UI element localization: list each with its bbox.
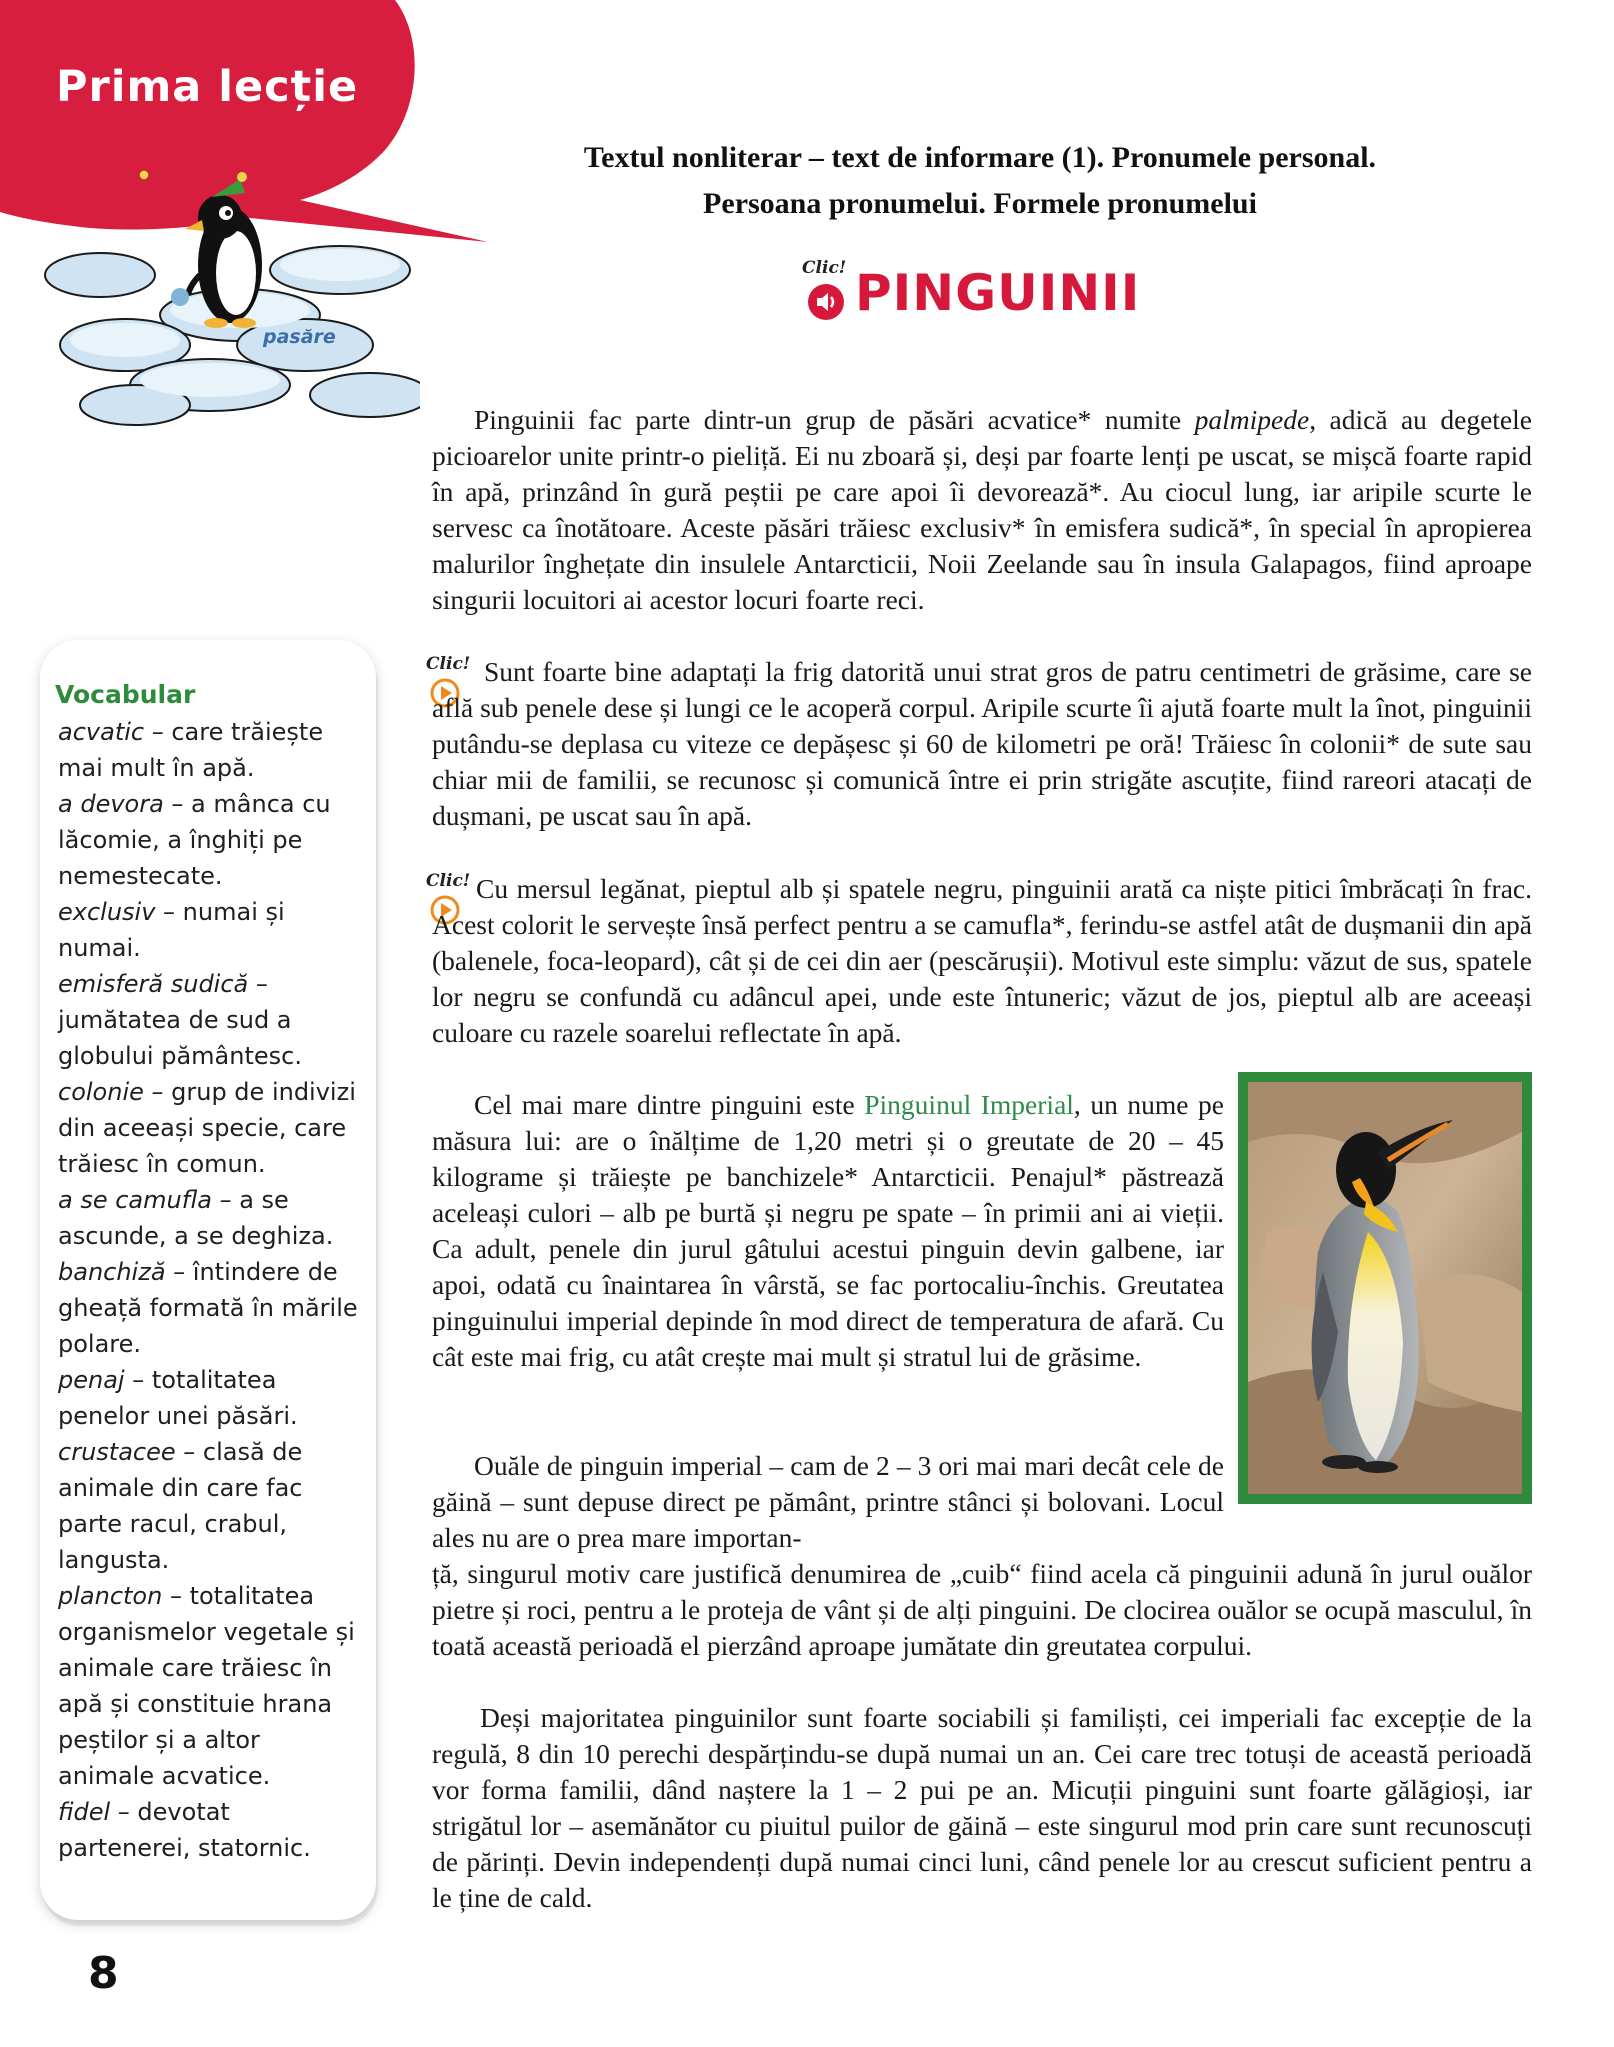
vocabulary-term: colonie xyxy=(58,1078,144,1106)
vocabulary-definition: – totalitatea organismelor vegetale și animale care trăiesc în apă și constituie hrana peștilor și a altor animale acvatice. xyxy=(58,1582,355,1790)
pasare-label: pasăre xyxy=(263,326,336,348)
p4-highlight-term: Pinguinul Imperial xyxy=(864,1089,1074,1120)
vocabulary-entry xyxy=(58,1362,358,1434)
vocabulary-term: penaj xyxy=(58,1366,125,1394)
vocabulary-definition: – totalitatea penelor unei păsări. xyxy=(58,1366,298,1430)
clic-label: Clic! xyxy=(802,258,847,278)
vocabulary-term: emisferă sudică xyxy=(58,970,249,998)
vocabulary-entry xyxy=(58,714,358,786)
vocabulary-term: a devora xyxy=(58,790,164,818)
vocabulary-entry xyxy=(58,1794,358,1866)
vocabulary-entry xyxy=(58,786,358,894)
page-number: 8 xyxy=(88,1948,119,1999)
paragraph-6: Deși majoritatea pinguinilor sunt foarte sociabili și familiști, cei imperiali fac excepție de la regulă, 8 din 10 perechi despărțindu-se după numai un an. Cei care trec totuși de această perioadă vor forma familii, dând naștere la 1 – 2 pui pe an. Micuții pinguini sunt foarte gălăgioși, iar strigătul lor – asemănător cu piuitul puilor de găină – este singurul mod prin care sunt recunoscuți de părinți. Devin independenți după numai cinci luni, când penele lor au crescut suficient pentru a le ține de cald. xyxy=(432,1702,1532,1913)
vocabulary-definition: – grup de indivizi din aceeași specie, care trăiesc în comun. xyxy=(58,1078,356,1178)
p4-text-b: , un nume pe măsura lui: are o înălțime de 1,20 metri și o greutate de 20 – 45 kilograme și trăiește pe banchizele* Antarcticii. Penajul* păstrează aceleași culori – alb pe burtă și negru pe spate – în primii ani ai vieții. Ca adult, penele din jurul gâtului acestui pinguin devin galbene, iar apoi, odată cu înaintarea în vârstă, se fac portocaliu-închis. Greutatea pinguinului imperial depinde în mod direct de temperatura de afară. Cu cât este mai frig, cu atât crește mai mult și stratul lui de grăsime. xyxy=(432,1089,1224,1372)
heading-line-1: Textul nonliterar – text de informare (1). Pronumele personal. xyxy=(583,141,1377,174)
penguin-image xyxy=(1248,1082,1522,1494)
vocabulary-entry xyxy=(58,1578,358,1794)
vocabulary-term: crustacee xyxy=(58,1438,176,1466)
vocabulary-title: Vocabular xyxy=(55,680,196,709)
lesson-heading xyxy=(430,135,1530,227)
vocabulary-term: a se camufla xyxy=(58,1186,212,1214)
paragraph-3: Cu mersul legănat, pieptul alb și spatele negru, pinguinii arată ca niște pitici îmbrăcați în frac. Acest colorit le servește însă perfect pentru a se camufla*, ferindu-se astfel atât de dușmanii din apă (balenele, foca-leopard), cât și de cei din aer (pescărușii). Motivul este simplu: văzut de sus, spatele lor negru se confundă cu adâncul apei, unde este întuneric; văzut de jos, pieptul alb are aceeași culoare cu razele soarelui reflectate în apă. xyxy=(432,873,1532,1048)
heading-line-2: Persoana pronumelui. Formele pronumelui xyxy=(703,187,1257,220)
emperor-penguin-photo xyxy=(1238,1072,1532,1504)
paragraph-2: Sunt foarte bine adaptați la frig datorită unui strat gros de patru centimetri de grăsime, care se află sub penele dese și lungi ce le acoperă corpul. Aripile scurte îi ajută foarte mult la înot, pinguinii putându-se deplasa cu viteze ce depășesc și 60 de kilometri pe oră! Trăiesc în colonii* de sute sau chiar mii de familii, se recunosc și comunică între ei prin strigăte ascuțite, fiind rareori atacați de dușmani, pe uscat sau în apă. xyxy=(432,656,1532,831)
vocabulary-entry xyxy=(58,894,358,966)
vocabulary-definition: – numai și numai. xyxy=(58,898,285,962)
vocabulary-definition: – clasă de animale din care fac parte racul, crabul, langusta. xyxy=(58,1438,303,1574)
vocabulary-entry xyxy=(58,1254,358,1362)
vocabulary-term: exclusiv xyxy=(58,898,156,926)
vocabulary-definition: – a se ascunde, a se deghiza. xyxy=(58,1186,334,1250)
article-title: PINGUINII xyxy=(855,264,1141,322)
vocabulary-definition: – a mânca cu lăcomie, a înghiți pe nemestecate. xyxy=(58,790,331,890)
p1-italic-term: palmipede xyxy=(1194,404,1310,435)
vocabulary-entry xyxy=(58,1074,358,1182)
paragraph-5-part-1: Ouăle de pinguin imperial – cam de 2 – 3 ori mai mari decât cele de găină – sunt depuse direct pe pământ, printre stânci și bolovani. Locul ales nu are o prea mare importan- xyxy=(432,1450,1224,1553)
vocabulary-entry xyxy=(58,1182,358,1254)
vocabulary-definition: – devotat partenerei, statornic. xyxy=(58,1798,311,1862)
clic-label-p2: Clic! xyxy=(426,654,471,674)
vocabulary-term: banchiză xyxy=(58,1258,166,1286)
vocabulary-term: fidel xyxy=(58,1798,111,1826)
audio-play-icon[interactable] xyxy=(806,282,846,322)
paragraph-1 xyxy=(432,402,1532,618)
p4-text-a: Cel mai mare dintre pinguini este xyxy=(474,1089,865,1120)
vocabulary-list xyxy=(58,714,358,1866)
vocabulary-entry xyxy=(58,966,358,1074)
lesson-label: Prima lecție xyxy=(56,62,359,112)
penguin-ice-illustration xyxy=(40,165,420,435)
vocabulary-entry xyxy=(58,1434,358,1578)
paragraph-4 xyxy=(432,1087,1224,1375)
vocabulary-definition: – întindere de gheață formată în mările polare. xyxy=(58,1258,358,1358)
p1-text-a: Pinguinii fac parte dintr-un grup de păsări acvatice* numite xyxy=(474,404,1195,435)
vocabulary-term: acvatic xyxy=(58,718,145,746)
vocabulary-definition: – jumătatea de sud a globului pământesc. xyxy=(58,970,302,1070)
paragraph-5-part-2: ță, singurul motiv care justifică denumirea de „cuib“ fiind acela că pinguinii adună în jurul ouălor pietre și roci, pentru a le proteja de vânt și de alți pinguini. De clocirea ouălor se ocupă masculul, în toată această perioadă el pierzând aproape jumătate din greutatea corpului. xyxy=(432,1558,1532,1661)
clic-label-p3: Clic! xyxy=(426,871,471,891)
p1-text-b: , adică au degetele picioarelor unite printr-o pieliță. Ei nu zboară și, deși par foarte lenți pe uscat, se mișcă foarte rapid în apă, prinzând în gură peștii pe care apoi îi devorează*. Au ciocul lung, iar aripile scurte le servesc ca înotătoare. Aceste păsări trăiesc exclusiv* în emisfera sudică*, în special în apropierea malurilor înghețate din insulele Antarcticii, Noii Zeelande sau în insula Galapagos, fiind aproape singurii locuitori ai acestor locuri foarte reci. xyxy=(432,404,1532,615)
vocabulary-term: plancton xyxy=(58,1582,163,1610)
vocabulary-definition: – care trăiește mai mult în apă. xyxy=(58,718,324,782)
